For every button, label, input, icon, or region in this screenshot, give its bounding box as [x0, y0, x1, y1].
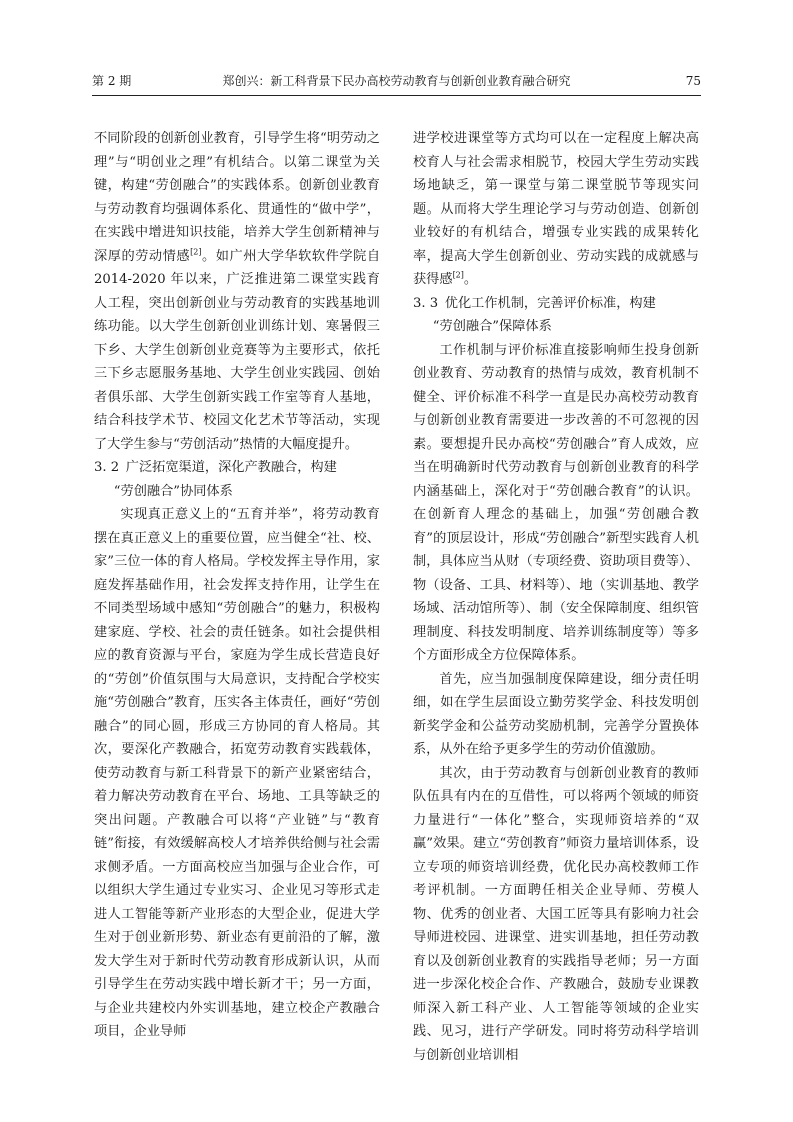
section-number: 3. 3: [413, 295, 439, 311]
citation-ref: [2]: [190, 247, 202, 257]
section-title-line: “劳创融合”保障体系: [432, 319, 552, 334]
citation-ref: [2]: [452, 270, 464, 280]
paragraph-text: 不同阶段的创新创业教育，引导学生将“明劳动之理”与“明创业之理”有机结合。以第二课堂为关键，构建“劳创融合”的实践体系。创新创业教育与劳动教育均强调体系化、贯通性的“做中学”，在实践中增进知识技能，培养大学生创新精神与深厚的劳动情感: [94, 131, 380, 264]
page-number: 75: [685, 74, 701, 88]
issue-label: 第 2 期: [92, 74, 132, 88]
paragraph: [413, 127, 699, 292]
paragraph: 首先，应当加强制度保障建设，细分责任明细，如在学生层面设立勤劳奖学金、科技发明创新奖学金和公益劳动奖励机制，完善学分置换体系，从外在给予更多学生的劳动价值激励。: [413, 671, 699, 757]
section-title-line: 优化工作机制，完善评价标准，构建: [444, 295, 656, 311]
paragraph-text: 。: [463, 272, 478, 287]
paragraph: [94, 127, 380, 456]
paragraph-text: 进学校进课堂等方式均可以在一定程度上解决高校育人与社会需求相脱节，校园大学生劳动实践场地缺乏，第一课堂与第二课堂脱节等现实问题。从而将大学生理论学习与劳动创造、创新创业较好的有机结合，增强专业实践的成果转化率，提高大学生创新创业、劳动实践的成就感与获得感: [413, 131, 699, 287]
section-title-line: 广泛拓宽渠道，深化产教融合，构建: [125, 460, 337, 475]
paragraph: 工作机制与评价标准直接影响师生投身创新创业教育、劳动教育的热情与成效，教育机制不健全、评价标准不科学一直是民办高校劳动教育与创新创业教育需要进一步改善的不可忽视的因素。要想提升民办高校“劳创融合”育人成效，应当在明确新时代劳动教育与创新创业教育的科学内涵基础上，深化对于“劳创融合教育”的认识。在创新育人理念的基础上，加强“劳创融合教育”的顶层设计，形成“劳创融合”新型实践育人机制，具体应当从财（专项经费、资助项目费等）、物（设备、工具、材料等）、地（实训基地、教学场域、活动馆所等）、制（安全保障制度、组织管理制度、科技发明制度、培养训练制度等）等多个方面形成全方位保障体系。: [413, 342, 699, 663]
right-column: [413, 127, 699, 1063]
section-heading-3-3: [413, 292, 699, 339]
running-header: [92, 73, 701, 96]
section-number: 3. 2: [94, 460, 120, 475]
section-title-line: “劳创融合”协同体系: [113, 483, 233, 499]
paragraph: 其次，由于劳动教育与创新创业教育的教师队伍具有内在的互借性，可以将两个领域的师资力量进行“一体化”整合，实现师资培养的“双赢”效果。建立“劳创教育”师资力量培训体系，设立专项的师资培训经费，优化民办高校教师工作考评机制。一方面聘任相关企业导师、劳模人物、优秀的创业者、大国工匠等具有影响力社会导师进校园、进课堂、进实训基地，担任劳动教育以及创新创业教育的实践指导老师；另一方面进一步深化校企合作、产教融合，鼓励专业课教师深入新工科产业、人工智能等领域的企业实践、见习，进行产学研发。同时将劳动科学培训与创新创业培训相: [413, 765, 699, 1063]
section-heading-3-2: [94, 456, 380, 503]
left-column: [94, 127, 381, 1039]
paragraph-text: 。如广州大学华软软件学院自 2014-2020 年以来，广泛推进第二课堂实践育人工程，突出创新创业与劳动教育的实践基地训练功能。以大学生创新创业训练计划、寒暑假三下乡、大学生创新创业竞赛等为主要形式，依托三下乡志愿服务基地、大学生创业实践园、创始者俱乐部、大学生创新实践工作室等育人基地，结合科技学术节、校园文化艺术节等活动，实现了大学生参与“劳创活动”热情的大幅度提升。: [94, 248, 381, 452]
running-title: 郑创兴：新工科背景下民办高校劳动教育与创新创业教育融合研究: [222, 74, 571, 88]
paragraph: 实现真正意义上的“五育并举”，将劳动教育摆在真正意义上的重要位置，应当健全“社、校、家”三位一体的育人格局。学校发挥主导作用，家庭发挥基础作用，社会发挥支持作用，让学生在不同类型场域中感知“劳创融合”的魅力，积极构建家庭、学校、社会的责任链条。如社会提供相应的教育资源与平台，家庭为学生成长营造良好的“劳创”价值氛围与大局意识，支持配合学校实施“劳创融合”教育，压实各主体责任，画好“劳创融合”的同心圆，形成三方协同的育人格局。其次，要深化产教融合，拓宽劳动教育实践载体，使劳动教育与新工科背景下的新产业紧密结合，着力解决劳动教育在平台、场地、工具等缺乏的突出问题。产教融合可以将“产业链”与“教育链”衔接，有效缓解高校人才培养供给侧与社会需求侧矛盾。一方面高校应当加强与企业合作，可以组织大学生通过专业实习、企业见习等形式走进人工智能等新产业形态的大型企业，促进大学生对于创业新形势、新业态有更前沿的了解，激发大学生对于新时代劳动教育形成新认识，从而引导学生在劳动实践中增长新才干；另一方面，与企业共建校内外实训基地，建立校企产教融合项目，企业导师: [94, 507, 380, 1039]
